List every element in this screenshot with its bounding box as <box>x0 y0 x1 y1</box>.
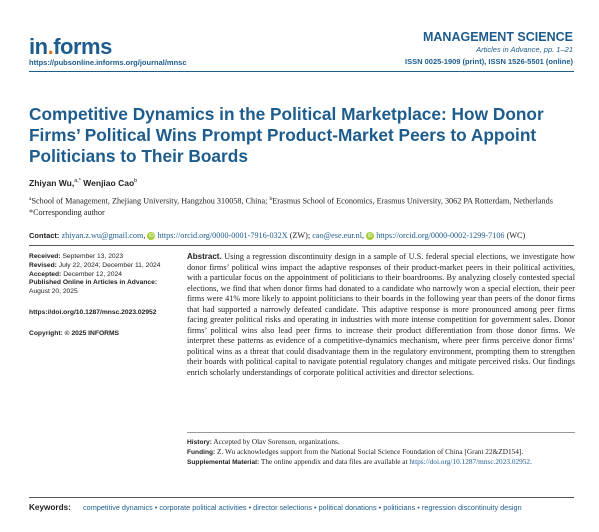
revised-label: Revised: <box>29 261 57 269</box>
author-wu: Zhiyan Wu, <box>29 178 75 188</box>
doi-link[interactable]: https://doi.org/10.1287/mnsc.2023.02952 <box>29 308 157 316</box>
affil-b: Erasmus School of Economics, Erasmus University, 3062 PA Rotterdam, Netherlands <box>272 196 553 206</box>
orcid-icon: iD <box>367 233 373 240</box>
articles-in-advance: Articles in Advance, pp. 1–21 <box>476 45 573 54</box>
keywords-label: Keywords: <box>29 503 71 512</box>
published-label: Published Online in Articles in Advance: <box>29 279 158 287</box>
received-date: September 13, 2023 <box>60 253 124 260</box>
affil-b-sup: b <box>269 196 273 202</box>
history-text: Accepted by Olav Sorenson, organizations. <box>211 437 340 446</box>
supplemental-text: The online appendix and data files are available at <box>259 457 410 466</box>
history-label: History: <box>187 439 212 446</box>
supplemental-end: . <box>530 457 532 466</box>
abstract-text: Using a regression discontinuity design in a sample of U.S. federal special elections, we investigate how donor firms’ political wins impact the adaptive responses of their product-market peers in their political activities, with a particular focus on the appointment of politicians to their boardrooms. By analyzing closely contested special elections, we find that when donor firms had donated to a candidate who narrowly won a special election, their peer firms were 41% more likely to appoint politicians to their boards in the following year than peers of the donor firms that had supported a narrowly defeated candidate. This adaptive response is more pronounced among peer firms facing greater political risks and operating in industries with more intense competition for government sales. Donor firms’ political wins also lead peer firms to increase their product differentiation from those donor firms. We interpret these patterns as evidence of a competitive-dynamics mechanism, where peer firms perceive donor firms’ political wins as a threat that could disadvantage them in the regulatory environment, prompting them to strengthen their boards with political capital to navigate potential regulatory changes and mitigate perceived risks. Our findings enrich scholarly understandings of corporate political activities and director selections. <box>187 252 575 378</box>
contact-wc: (WC) <box>504 231 526 240</box>
keywords-divider <box>29 497 574 498</box>
orcid-link-cao[interactable]: https://orcid.org/0000-0002-1299-7106 <box>376 231 505 240</box>
published-row <box>29 279 174 297</box>
received-row <box>29 253 174 262</box>
affil-a: School of Management, Zhejiang University, Hangzhou 310058, China; <box>31 196 270 206</box>
revised-row <box>29 262 174 271</box>
contact-zw: (ZW); <box>287 231 313 240</box>
journal-url-link[interactable]: https://pubsonline.informs.org/journal/mnsc <box>29 58 187 67</box>
contact-line: Contact: zhiyan.z.wu@gmail.com, iD https://orcid.org/0000-0001-7916-032X (ZW); cao@ese.eur.nl, iD https://orcid.org/0000-0002-1299-7106 (WC) <box>29 231 526 240</box>
author-wu-sup: a,* <box>74 178 81 185</box>
supplemental-link[interactable]: https://doi.org/10.1287/mnsc.2023.02952 <box>409 457 531 466</box>
copyright: Copyright: © 2025 INFORMS <box>29 329 120 337</box>
issn-line: ISSN 0025-1909 (print), ISSN 1526-5501 (online) <box>405 57 573 66</box>
supplemental-row <box>187 457 575 467</box>
history-block <box>187 437 575 467</box>
author-line <box>29 178 137 188</box>
logo-text-b: forms <box>53 34 112 59</box>
corresponding-author: *Corresponding author <box>29 207 105 217</box>
author-cao: Wenjiao Cao <box>80 178 135 188</box>
abstract <box>187 252 575 379</box>
abstract-label: Abstract. <box>187 252 222 261</box>
email-link-wu[interactable]: zhiyan.z.wu@gmail.com <box>61 231 144 240</box>
orcid-link-wu[interactable]: https://orcid.org/0000-0001-7916-032X <box>157 231 288 240</box>
informs-logo[interactable] <box>29 36 119 58</box>
accepted-label: Accepted: <box>29 270 62 278</box>
author-cao-sup: b <box>134 178 138 185</box>
funding-row <box>187 447 575 457</box>
supplemental-label: Supplemental Material: <box>187 459 260 466</box>
funding-label: Funding: <box>187 449 216 456</box>
contact-divider <box>29 245 574 246</box>
abstract-divider <box>187 432 575 433</box>
orcid-icon: iD <box>149 233 154 240</box>
accepted-row <box>29 271 174 280</box>
email-link-cao[interactable]: cao@ese.eur.nl <box>312 231 363 240</box>
funding-text: Z. Wu acknowledges support from the National Social Science Foundation of China [Grant 22&ZD154]. <box>215 447 524 456</box>
history-row <box>187 437 575 447</box>
article-dates-sidebar <box>29 253 174 339</box>
journal-name: MANAGEMENT SCIENCE <box>422 30 573 44</box>
keywords-list[interactable]: competitive dynamics • corporate political activities • director selections • political donations • politicians • regression discontinuity design <box>83 503 522 512</box>
logo-dot: . <box>47 34 54 59</box>
accepted-date: December 12, 2024 <box>61 270 122 278</box>
received-label: Received: <box>29 253 61 260</box>
revised-date: July 22, 2024; December 11, 2024 <box>56 261 161 269</box>
published-date: August 20, 2025 <box>29 288 78 296</box>
affil-a-sup: a <box>29 196 32 202</box>
contact-label: Contact: <box>29 231 60 240</box>
header-divider <box>29 71 574 72</box>
logo-text-a: in <box>29 34 48 59</box>
article-title: Competitive Dynamics in the Political Marketplace: How Donor Firms’ Political Wins Prompt Product-Market Peers to Appoint Politicians to Their Boards <box>29 104 544 166</box>
affiliations <box>29 194 574 218</box>
